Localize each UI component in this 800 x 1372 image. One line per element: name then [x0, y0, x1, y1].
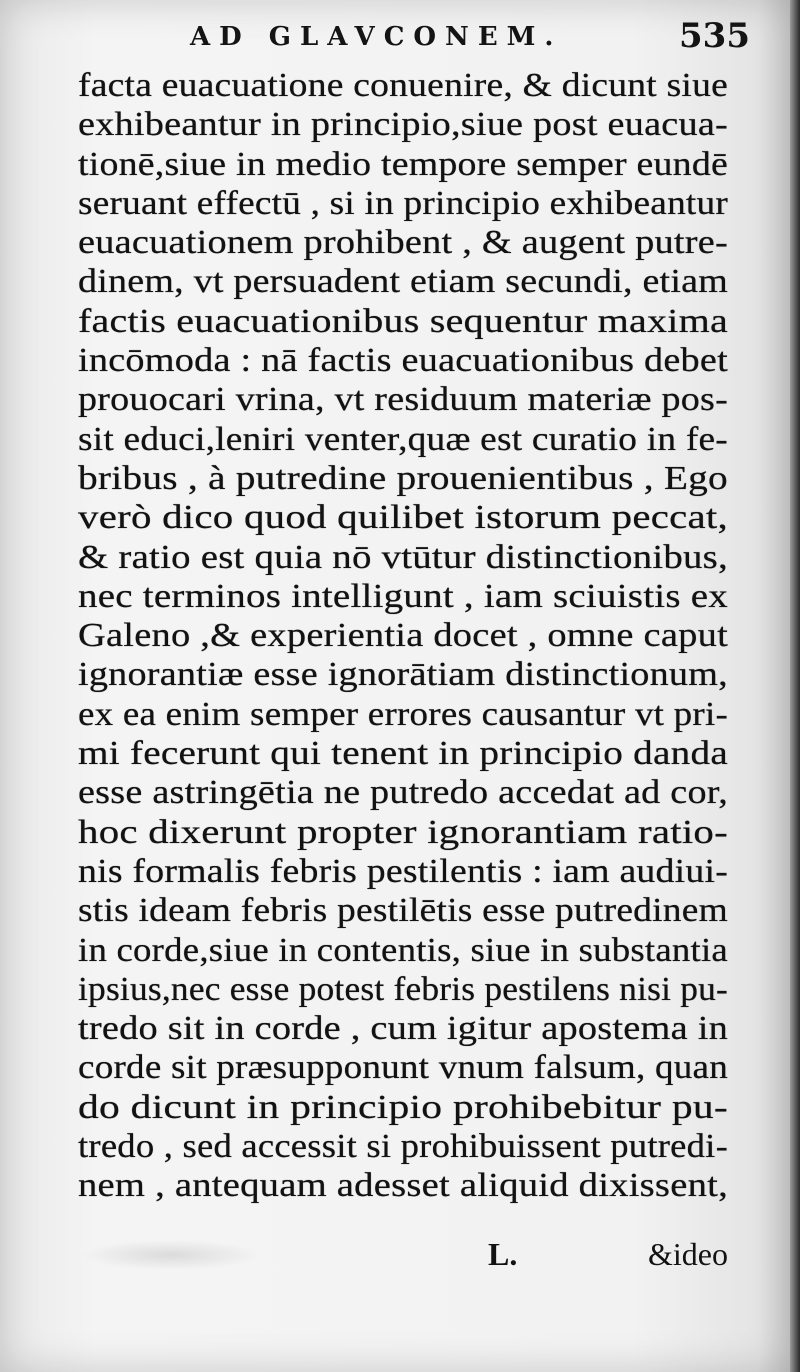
- text-line: incōmoda : nā factis euacuationibus debet: [78, 342, 728, 380]
- text-line: dinem, vt persuadent etiam secundi, etiam: [78, 263, 729, 301]
- text-line: ipsius,nec esse potest febris pestilens nisi pu-: [78, 970, 729, 1008]
- text-line: mi fecerunt qui tenent in principio danda: [78, 735, 729, 773]
- text-line: seruant effectū , si in principio exhibeantur: [78, 184, 729, 222]
- text-line: factis euacuationibus sequentur maxima: [78, 302, 728, 340]
- text-line: esse astringētia ne putredo accedat ad cor,: [78, 774, 729, 812]
- page-number: 535: [679, 16, 750, 56]
- text-line: nem , antequam adesset aliquid dixissent,: [78, 1167, 728, 1205]
- text-line: exhibeantur in principio,siue post euacua-: [78, 106, 728, 144]
- text-line: tredo , sed accessit si prohibuissent putredi-: [78, 1128, 728, 1166]
- text-line: facta euacuatione conuenire, & dicunt siue: [78, 67, 729, 104]
- text-line: bribus , à putredine prouenientibus , Ego: [78, 459, 728, 497]
- text-line: do dicunt in principio prohibebitur pu-: [78, 1088, 729, 1126]
- text-line: sit educi,leniri venter,quæ est curatio in fe-: [78, 420, 728, 458]
- text-line: stis ideam febris pestilētis esse putredinem: [78, 892, 728, 930]
- text-line: in corde,siue in contentis, siue in substantia: [78, 931, 728, 969]
- text-line: nis formalis febris pestilentis : iam audiui-: [78, 852, 729, 890]
- page-header: [190, 14, 750, 58]
- text-line: hoc dixerunt propter ignorantiam ratio-: [78, 813, 728, 851]
- text-line: & ratio est quia nō vtūtur distinctionibus,: [78, 538, 728, 576]
- text-line: nec terminos intelligunt , iam sciuistis ex: [78, 577, 728, 615]
- text-line: Galeno ,& experientia docet , omne caput: [78, 617, 728, 655]
- text-line: prouocari vrina, vt residuum materiæ pos-: [78, 381, 728, 419]
- page-footer: [78, 1236, 728, 1278]
- text-line: euacuationem prohibent , & augent putre-: [78, 224, 729, 262]
- text-line: tredo sit in corde , cum igitur apostema in: [78, 1010, 728, 1048]
- text-line: ignorantiæ esse ignorātiam distinctionum,: [78, 656, 728, 694]
- text-line: tionē,siue in medio tempore semper eundē: [78, 145, 728, 183]
- page-edge-shadow: [790, 0, 800, 1372]
- text-line: corde sit præsupponunt vnum falsum, quan: [78, 1049, 728, 1087]
- body-text: [78, 66, 728, 1206]
- signature-mark: L.: [488, 1236, 518, 1272]
- running-head: AD GLAVCONEM.: [190, 22, 563, 52]
- text-line: verò dico quod quilibet istorum peccat,: [78, 499, 728, 537]
- text-line: ex ea enim semper errores causantur vt pri-: [78, 695, 729, 733]
- catchword: &ideo: [648, 1236, 728, 1272]
